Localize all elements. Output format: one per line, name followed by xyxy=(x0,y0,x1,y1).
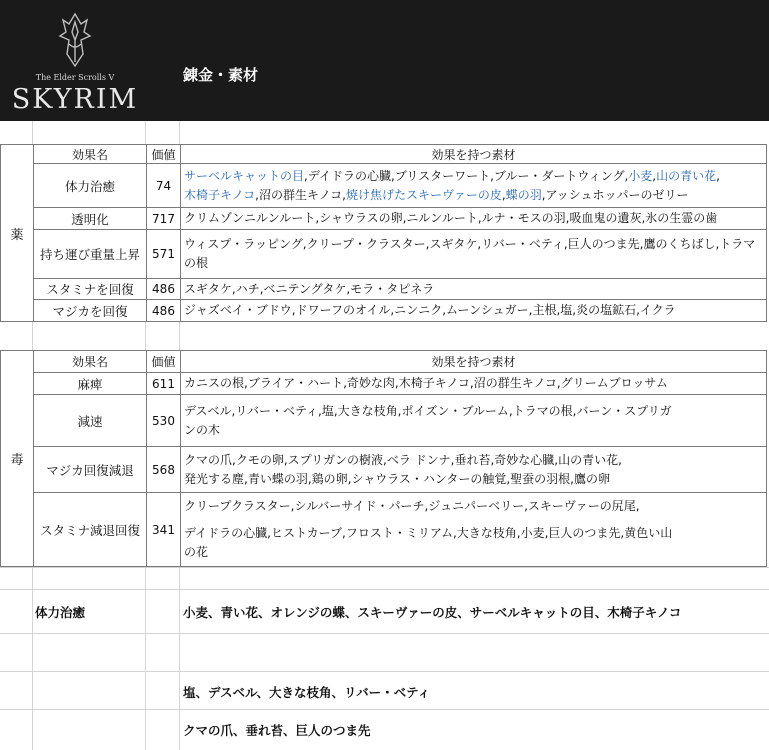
poison-table xyxy=(0,350,767,567)
notes-line: 小麦、青い花、オレンジの蝶、スキーヴァーの皮、サーベルキャットの目、木椅子キノコ xyxy=(183,605,682,620)
effect-name: 持ち運び重量上昇 xyxy=(34,230,147,279)
effect-name: スタミナ減退回復 xyxy=(34,493,147,567)
ingredient-text: , xyxy=(501,187,506,202)
ingredient-link[interactable]: 山の青い花 xyxy=(656,168,717,183)
table-row xyxy=(1,493,767,567)
ingredient-list: クリムゾンニルンルート,シャウラスの卵,ニルンルート,ルナ・モスの羽,吸血鬼の遺灰,氷の生霊の歯 xyxy=(181,208,767,230)
table-row xyxy=(1,230,767,279)
header-banner xyxy=(0,0,769,121)
ingredient-list xyxy=(181,395,767,447)
ingredient-line: 発光する塵,青い蝶の羽,鶏の卵,シャウラス・ハンターの触覚,聖蚕の羽根,鷹の卵 xyxy=(184,471,610,486)
ingredient-link[interactable]: サーベルキャットの目 xyxy=(184,168,305,183)
effect-value: 486 xyxy=(147,279,181,300)
effect-value: 486 xyxy=(147,300,181,322)
medicine-table xyxy=(0,144,767,322)
ingredient-line xyxy=(184,516,763,524)
effect-name: スタミナを回復 xyxy=(34,279,147,300)
effect-value: 341 xyxy=(147,493,181,567)
grid-row-line xyxy=(0,633,769,634)
ingredient-text: , xyxy=(716,168,720,183)
ingredient-line xyxy=(184,167,763,186)
table-row xyxy=(1,279,767,300)
ingredient-text: ,沼の群生キノコ, xyxy=(255,187,346,202)
logo-subtitle: The Elder Scrolls V xyxy=(35,73,115,82)
header-value: 価値 xyxy=(147,145,181,164)
ingredient-link[interactable]: 小麦 xyxy=(628,168,653,183)
effect-value: 571 xyxy=(147,230,181,279)
effect-name: 減速 xyxy=(34,395,147,447)
ingredient-list: ウィスプ・ラッピング,クリープ・クラスター,スギタケ,リバー・ベティ,巨人のつま先,鷹のくちばし,トラマの根 xyxy=(181,230,767,279)
effect-name: 透明化 xyxy=(34,208,147,230)
table-header-row xyxy=(1,351,767,373)
effect-value: 568 xyxy=(147,447,181,493)
ingredient-line: デスベル,リバー・ベティ,塩,大きな枝角,ポイズン・ブルーム,トラマの根,バーン・スプリガ xyxy=(184,403,672,418)
ingredient-list xyxy=(181,493,767,567)
effect-value: 530 xyxy=(147,395,181,447)
ingredient-link[interactable]: 蝶の羽 xyxy=(505,187,542,202)
effect-value: 74 xyxy=(147,164,181,208)
ingredient-list: ジャズベイ・ブドウ,ドワーフのオイル,ニンニク,ムーンシュガー,主根,塩,炎の塩鉱石,イクラ xyxy=(181,300,767,322)
table-row xyxy=(1,164,767,208)
page-title: 錬金・素材 xyxy=(183,66,259,84)
ingredient-link[interactable]: 木椅子キノコ xyxy=(184,187,256,202)
grid-row-line xyxy=(0,589,769,590)
notes-label: 体力治癒 xyxy=(35,605,86,620)
header-ingredients: 効果を持つ素材 xyxy=(181,145,767,164)
notes-line: 塩、デスベル、大きな枝角、リバー・ベティ xyxy=(183,685,431,700)
effect-name: 体力治癒 xyxy=(34,164,147,208)
table-row xyxy=(1,208,767,230)
grid-row-line xyxy=(0,671,769,672)
ingredient-link[interactable]: 焼け焦げたスキーヴァーの皮 xyxy=(345,187,502,202)
header-effect: 効果名 xyxy=(34,145,147,164)
category-poison: 毒 xyxy=(1,351,34,567)
ingredient-list xyxy=(181,447,767,493)
ingredient-text: ,デイドラの心臓,ブリスターワート,ブルー・ダートウィング, xyxy=(304,168,629,183)
ingredient-line: ンの木 xyxy=(184,422,221,437)
ingredient-line: クリープクラスター,シルバーサイド・パーチ,ジュニパーベリー,スキーヴァーの尻尾, xyxy=(184,499,640,513)
table-row xyxy=(1,373,767,395)
grid-row-line xyxy=(0,709,769,710)
ingredient-text: ,アッシュホッパーのゼリー xyxy=(541,187,689,202)
grid-row-line xyxy=(0,567,769,568)
header-ingredients: 効果を持つ素材 xyxy=(181,351,767,373)
ingredient-list: スギタケ,ハチ,ベニテングタケ,モラ・タピネラ xyxy=(181,279,767,300)
ingredient-line: カニスの根,ブライア・ハート,奇妙な肉,木椅子キノコ,沼の群生キノコ,グリームブロッサム xyxy=(184,376,668,390)
table-row xyxy=(1,395,767,447)
ingredient-list xyxy=(181,373,767,395)
ingredient-text: , xyxy=(652,168,657,183)
category-medicine: 薬 xyxy=(1,145,34,322)
header-value: 価値 xyxy=(147,351,181,373)
ingredient-line: の花 xyxy=(184,545,209,559)
header-effect: 効果名 xyxy=(34,351,147,373)
table-row xyxy=(1,300,767,322)
dragon-emblem-icon xyxy=(55,10,95,70)
ingredient-line xyxy=(184,186,763,205)
effect-name: 麻痺 xyxy=(34,373,147,395)
ingredient-line: デイドラの心臓,ヒストカーブ,フロスト・ミリアム,大きな枝角,小麦,巨人のつま先,黄色い山 xyxy=(184,526,673,540)
notes-line: クマの爪、垂れ苔、巨人のつま先 xyxy=(183,723,371,738)
effect-value: 717 xyxy=(147,208,181,230)
table-header-row xyxy=(1,145,767,164)
logo-title: SKYRIM xyxy=(11,84,139,115)
ingredient-list xyxy=(181,164,767,208)
effect-value: 611 xyxy=(147,373,181,395)
table-row xyxy=(1,447,767,493)
ingredient-line: クマの爪,クモの卵,スプリガンの樹液,ベラ ドンナ,垂れ苔,奇妙な心臓,山の青い花, xyxy=(184,452,622,467)
skyrim-logo xyxy=(0,0,150,121)
effect-name: マジカを回復 xyxy=(34,300,147,322)
effect-name: マジカ回復減退 xyxy=(34,447,147,493)
